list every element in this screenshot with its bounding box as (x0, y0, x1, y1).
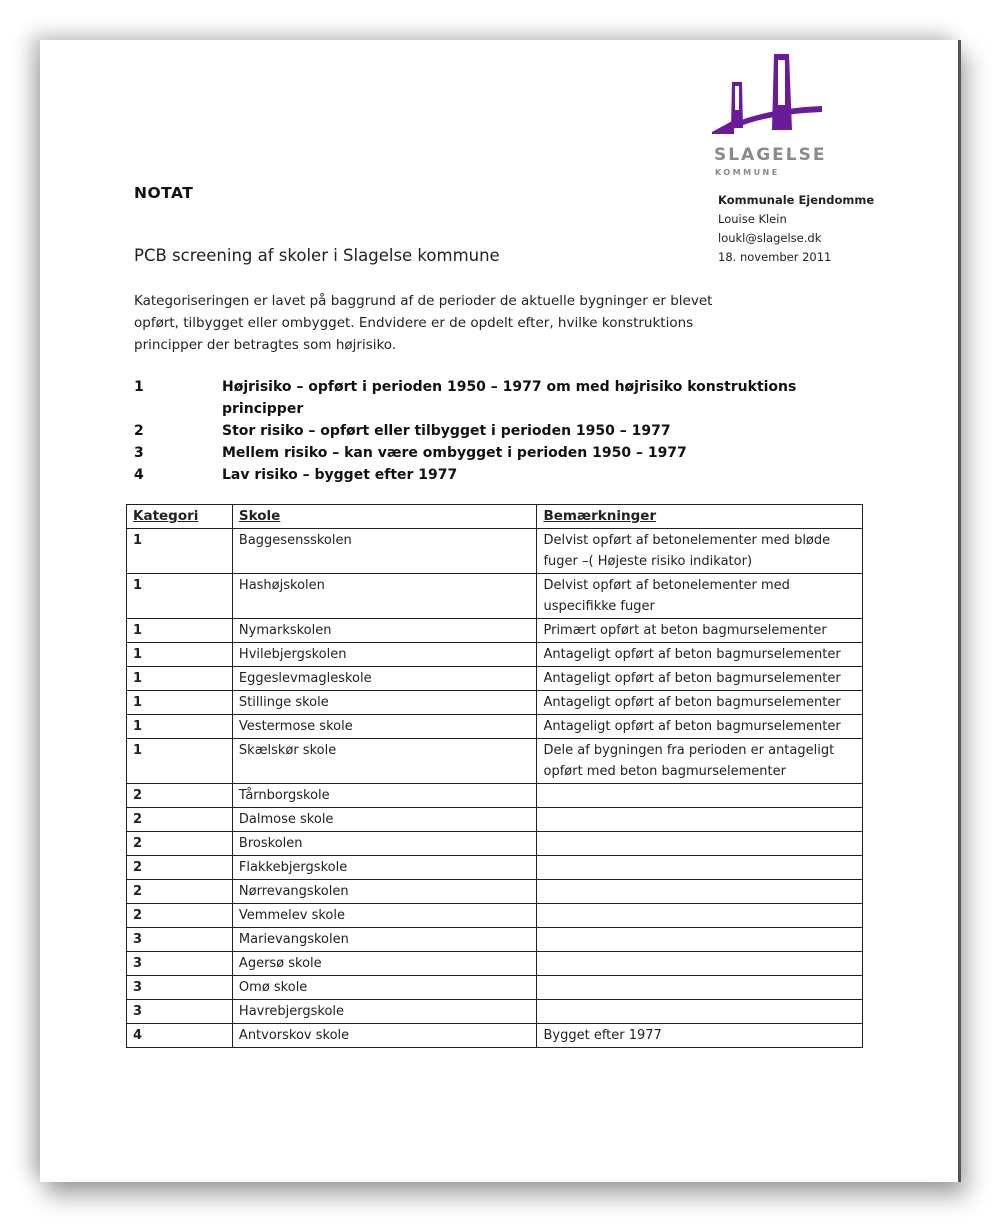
kategori-cell: 2 (127, 784, 233, 808)
table-row (127, 667, 863, 691)
table-row (127, 856, 863, 880)
skole-cell: Hashøjskolen (232, 574, 537, 619)
skole-cell: Eggeslevmagleskole (232, 667, 537, 691)
skole-cell: Antvorskov skole (232, 1024, 537, 1048)
document-subject: PCB screening af skoler i Slagelse kommune (134, 246, 500, 265)
skole-cell: Omø skole (232, 976, 537, 1000)
category-item (134, 420, 854, 442)
bemaerkning-cell (537, 784, 863, 808)
kategori-cell: 1 (127, 691, 233, 715)
skole-cell: Tårnborgskole (232, 784, 537, 808)
table-row (127, 880, 863, 904)
skole-cell: Flakkebjergskole (232, 856, 537, 880)
kategori-cell: 1 (127, 643, 233, 667)
category-item (134, 442, 854, 464)
table-row (127, 1000, 863, 1024)
bemaerkning-cell (537, 952, 863, 976)
sender-block (718, 191, 874, 267)
header-skole: Skole (232, 505, 537, 529)
skole-cell: Skælskør skole (232, 739, 537, 784)
table-row (127, 715, 863, 739)
kategori-cell: 1 (127, 619, 233, 643)
bemaerkning-cell: Antageligt opført af beton bagmurselementer (537, 715, 863, 739)
kategori-cell: 3 (127, 952, 233, 976)
kategori-cell: 1 (127, 739, 233, 784)
bemaerkning-cell: Antageligt opført af beton bagmurselementer (537, 643, 863, 667)
table-header-row (127, 505, 863, 529)
category-number: 4 (134, 467, 144, 483)
skole-cell: Hvilebjergskolen (232, 643, 537, 667)
sender-email: loukl@slagelse.dk (718, 231, 822, 245)
kategori-cell: 2 (127, 880, 233, 904)
table-row (127, 784, 863, 808)
header-kategori: Kategori (127, 505, 233, 529)
kategori-cell: 4 (127, 1024, 233, 1048)
schools-table (126, 504, 863, 1048)
bemaerkning-cell (537, 856, 863, 880)
bemaerkning-cell (537, 832, 863, 856)
bemaerkning-cell (537, 808, 863, 832)
skole-cell: Havrebjergskole (232, 1000, 537, 1024)
bemaerkning-cell: Delvist opført af betonelementer med uspecifikke fuger (537, 574, 863, 619)
bemaerkning-cell (537, 904, 863, 928)
kategori-cell: 3 (127, 928, 233, 952)
table-row (127, 1024, 863, 1048)
kategori-cell: 1 (127, 529, 233, 574)
kategori-cell: 3 (127, 976, 233, 1000)
kategori-cell: 2 (127, 832, 233, 856)
sender-department: Kommunale Ejendomme (718, 193, 875, 207)
kategori-cell: 2 (127, 856, 233, 880)
kategori-cell: 3 (127, 1000, 233, 1024)
category-description: Højrisiko – opført i perioden 1950 – 1977 om med højrisiko konstruktions principper (222, 379, 797, 417)
table-row (127, 832, 863, 856)
category-item (134, 376, 854, 420)
table-row (127, 739, 863, 784)
table-row (127, 691, 863, 715)
brand-subtitle: KOMMUNE (715, 168, 780, 177)
category-item (134, 464, 854, 486)
category-number: 3 (134, 445, 144, 461)
document-date: 18. november 2011 (718, 250, 832, 264)
skole-cell: Vestermose skole (232, 715, 537, 739)
table-row (127, 808, 863, 832)
bemaerkning-cell (537, 976, 863, 1000)
table-row (127, 529, 863, 574)
skole-cell: Dalmose skole (232, 808, 537, 832)
table-row (127, 928, 863, 952)
kategori-cell: 1 (127, 715, 233, 739)
bemaerkning-cell: Primært opført at beton bagmurselementer (537, 619, 863, 643)
skole-cell: Vemmelev skole (232, 904, 537, 928)
category-description: Stor risiko – opført eller tilbygget i perioden 1950 – 1977 (222, 423, 671, 439)
document-type: NOTAT (134, 184, 194, 202)
table-row (127, 904, 863, 928)
skole-cell: Nørrevangskolen (232, 880, 537, 904)
category-description: Mellem risiko – kan være ombygget i perioden 1950 – 1977 (222, 445, 687, 461)
table-row (127, 952, 863, 976)
skole-cell: Nymarkskolen (232, 619, 537, 643)
bemaerkning-cell (537, 1000, 863, 1024)
bemaerkning-cell: Bygget efter 1977 (537, 1024, 863, 1048)
category-description: Lav risiko – bygget efter 1977 (222, 467, 458, 483)
brand-name: SLAGELSE (714, 145, 827, 165)
kategori-cell: 1 (127, 574, 233, 619)
skole-cell: Stillinge skole (232, 691, 537, 715)
table-body (127, 529, 863, 1048)
kategori-cell: 2 (127, 808, 233, 832)
bridge-logo-icon (712, 50, 822, 135)
skole-cell: Baggesensskolen (232, 529, 537, 574)
category-list (134, 376, 854, 486)
document-page (40, 40, 961, 1182)
bemaerkning-cell (537, 880, 863, 904)
category-number: 2 (134, 423, 144, 439)
bemaerkning-cell: Dele af bygningen fra perioden er antageligt opført med beton bagmurselementer (537, 739, 863, 784)
skole-cell: Broskolen (232, 832, 537, 856)
bemaerkning-cell: Delvist opført af betonelementer med bløde fuger –( Højeste risiko indikator) (537, 529, 863, 574)
table-row (127, 976, 863, 1000)
skole-cell: Agersø skole (232, 952, 537, 976)
bemaerkning-cell: Antageligt opført af beton bagmurselementer (537, 667, 863, 691)
kategori-cell: 1 (127, 667, 233, 691)
sender-name: Louise Klein (718, 212, 787, 226)
category-number: 1 (134, 379, 144, 395)
skole-cell: Marievangskolen (232, 928, 537, 952)
bemaerkning-cell (537, 928, 863, 952)
kategori-cell: 2 (127, 904, 233, 928)
header-bemaerkninger: Bemærkninger (537, 505, 863, 529)
table-row (127, 619, 863, 643)
intro-paragraph: Kategoriseringen er lavet på baggrund af de perioder de aktuelle bygninger er blevet opført, tilbygget eller ombygget. Endvidere er de opdelt efter, hvilke konstruktions principper der betragtes som højrisiko. (134, 293, 713, 353)
table-row (127, 574, 863, 619)
bemaerkning-cell: Antageligt opført af beton bagmurselementer (537, 691, 863, 715)
table-row (127, 643, 863, 667)
